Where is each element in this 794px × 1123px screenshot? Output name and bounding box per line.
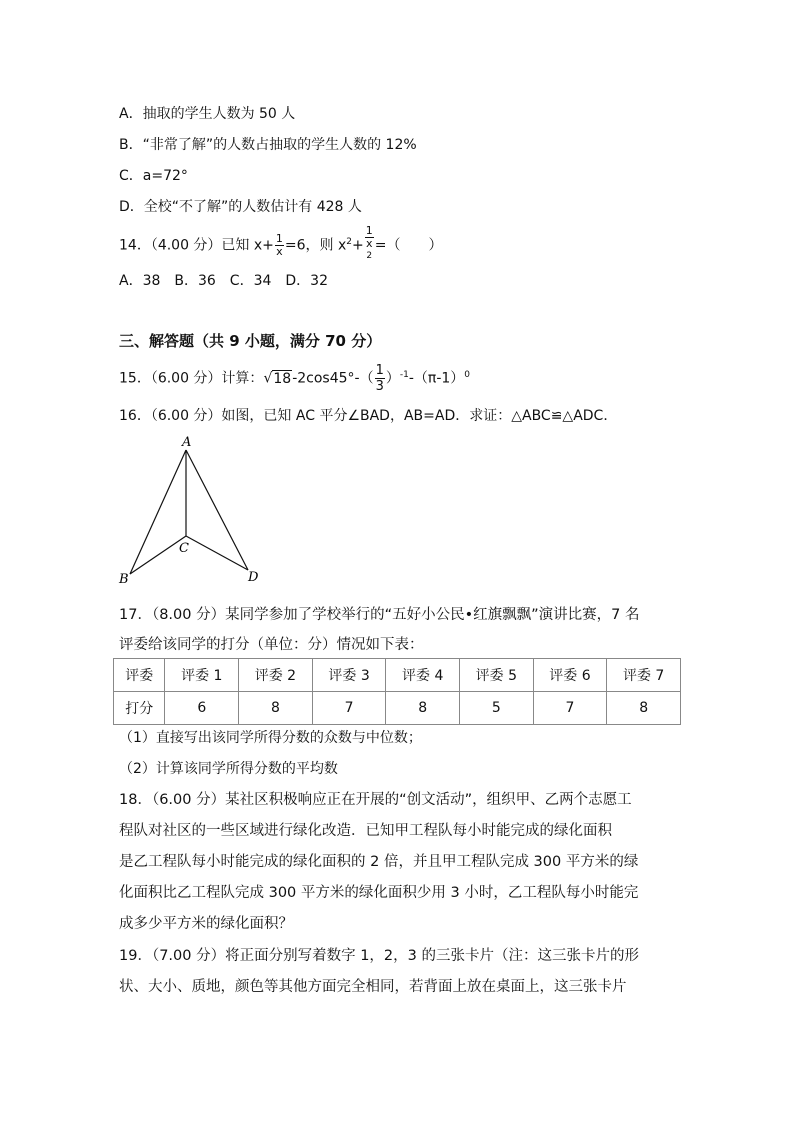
q18-line-4: 化面积比乙工程队完成 300 平方米的绿化面积少用 3 小时，乙工程队每小时能完 [119,885,639,901]
q15-radicand: 18 [273,370,292,387]
table-cell: 评委 [114,659,165,692]
table-cell: 6 [165,692,239,725]
q17-subquestion-2: （2）计算该同学所得分数的平均数 [119,761,338,777]
q18-line-3: 是乙工程队每小时能完成的绿化面积的 2 倍，并且甲工程队完成 300 平方米的绿 [119,854,639,870]
q14-suffix: =（ ） [374,237,443,254]
score-table [113,658,681,725]
triangle-figure [110,430,280,590]
section-heading: 三、解答题（共 9 小题，满分 70 分） [119,332,382,350]
q15-frac-numerator: 1 [375,363,384,379]
q15-frac-denominator: 3 [375,379,384,395]
q15-mid: -2cos45°-（ [292,370,374,387]
q17-subquestion-1: （1）直接写出该同学所得分数的众数与中位数； [119,730,422,746]
table-cell: 评委 6 [533,659,607,692]
q15-question [119,358,470,396]
q15-exponent-0: 0 [464,370,471,380]
table-cell: 8 [607,692,681,725]
q14-mid: =6，则 x [284,237,347,254]
q14-prefix: 14．（4.00 分）已知 x+ [119,237,274,254]
segment-ad [186,450,248,570]
q13-option-a: A．抽取的学生人数为 50 人 [119,106,296,122]
q14-fraction-1 [275,233,284,258]
table-cell: 评委 2 [239,659,313,692]
table-cell: 7 [533,692,607,725]
q13-option-d: D．全校“不了解”的人数估计有 428 人 [119,199,362,215]
q19-line-2: 状、大小、质地，颜色等其他方面完全相同，若背面上放在桌面上，这三张卡片 [119,979,627,995]
q18-line-5: 成多少平方米的绿化面积？ [119,916,293,932]
table-cell: 评委 4 [386,659,460,692]
q14-frac1-numerator: 1 [275,232,283,246]
vertex-label-a: A [182,435,192,450]
table-header-row [114,659,681,692]
q14-fraction-2 [365,225,374,266]
q15-exponent-neg1: -1 [399,370,409,380]
q13-option-b: B．“非常了解”的人数占抽取的学生人数的 12% [119,137,417,153]
q16-question: 16．（6.00 分）如图，已知 AC 平分∠BAD，AB=AD．求证：△ABC≌△ADC． [119,408,618,424]
table-row [114,692,681,725]
q14-frac2-numerator: 1 [365,224,373,238]
q17-line-2: 评委给该同学的打分（单位：分）情况如下表： [119,637,424,653]
vertex-label-d: D [248,570,259,585]
table-cell: 评委 5 [460,659,534,692]
vertex-label-c: C [179,541,189,556]
q14-options: A．38 B．36 C．34 D．32 [119,273,328,289]
q14-frac1-denominator: x [276,245,283,259]
q13-option-c: C．a=72° [119,168,188,184]
table-cell: 打分 [114,692,165,725]
vertex-label-b: B [119,572,129,587]
q19-line-1: 19．（7.00 分）将正面分别写着数字 1，2，3 的三张卡片（注：这三张卡片的形 [119,948,639,964]
q14-exponent: 2 [346,237,353,247]
sqrt-icon: √ [263,370,273,387]
table-cell: 8 [386,692,460,725]
q15-fraction [375,363,385,394]
q17-line-1: 17．（8.00 分）某同学参加了学校举行的“五好小公民•红旗飘飘”演讲比赛，7 名 [119,607,640,623]
q14-frac2-denominator: x $^2$ [365,237,373,262]
q15-prefix: 15．（6.00 分）计算： [119,370,264,387]
table-cell: 评委 3 [312,659,386,692]
q14-plus: + [352,237,364,254]
q15-tail: -（π-1） [408,370,465,387]
table-cell: 5 [460,692,534,725]
q18-line-2: 程队对社区的一些区域进行绿化改造．已知甲工程队每小时能完成的绿化面积 [119,823,612,839]
table-cell: 8 [239,692,313,725]
table-cell: 评委 7 [607,659,681,692]
table-cell: 7 [312,692,386,725]
q15-close: ） [385,370,400,387]
table-cell: 评委 1 [165,659,239,692]
q14-question [119,224,442,266]
q18-line-1: 18．（6.00 分）某社区积极响应正在开展的“创文活动”，组织甲、乙两个志愿工 [119,792,632,808]
